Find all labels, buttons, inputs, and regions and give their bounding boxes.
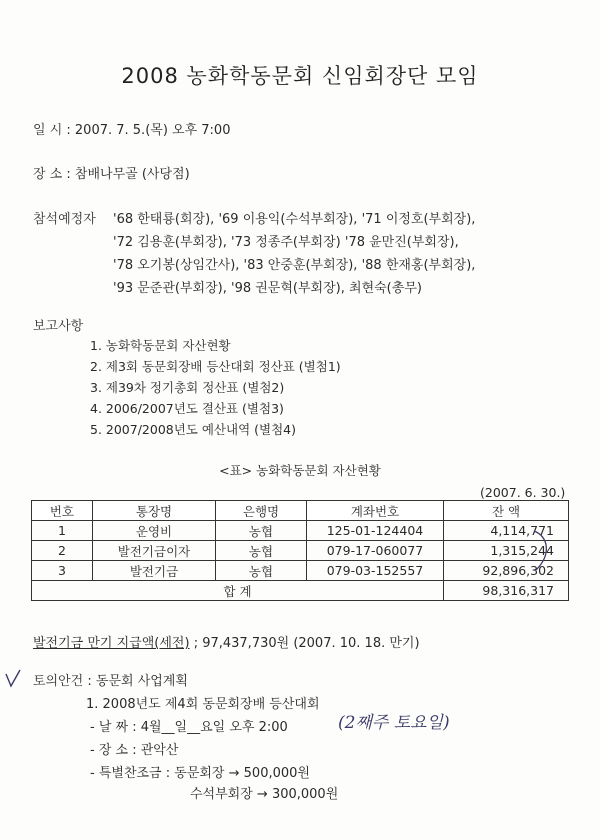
check-mark-icon	[4, 668, 22, 690]
agenda-label: 토의안건	[33, 674, 84, 689]
fund-maturity-label: 발전기금 만기 지급액(세전)	[33, 636, 190, 651]
agenda-row	[33, 670, 188, 689]
cell-name: 발전기금	[93, 561, 216, 581]
total-label: 합 계	[32, 581, 444, 601]
table-row	[32, 521, 569, 541]
table-caption: <표> 농화학동문회 자산현황	[219, 463, 381, 478]
cell-bank: 농협	[216, 561, 307, 581]
cell-no: 1	[32, 521, 93, 541]
table-row	[32, 541, 569, 561]
fund-maturity-row	[33, 632, 420, 651]
asset-table	[31, 500, 569, 601]
table-total-row	[32, 581, 569, 601]
agenda-date-line: - 날 짜 : 4월__일__요일 오후 2:00	[90, 720, 288, 735]
table-row	[32, 561, 569, 581]
report-item: 2. 제3회 동문회장배 등산대회 정산표 (별첨1)	[90, 359, 341, 374]
place-label: 장 소	[33, 167, 63, 182]
report-item: 1. 농화학동문회 자산현황	[90, 338, 231, 353]
cell-balance: 1,315,244	[444, 541, 569, 561]
header-account: 계좌번호	[307, 501, 444, 521]
datetime-row: 일 시 : 2007. 7. 5.(목) 오후 7:00	[33, 123, 231, 138]
datetime-value: 2007. 7. 5.(목) 오후 7:00	[74, 123, 231, 138]
report-item: 4. 2006/2007년도 결산표 (별첨3)	[90, 401, 284, 416]
fund-maturity-value: ; 97,437,730원 (2007. 10. 18. 만기)	[193, 636, 420, 651]
report-item: 3. 제39차 정기총회 정산표 (별첨2)	[90, 380, 285, 395]
cell-no: 3	[32, 561, 93, 581]
cell-no: 2	[32, 541, 93, 561]
cell-name: 운영비	[93, 521, 216, 541]
attendees-label: 참석예정자	[33, 212, 96, 227]
attendee-line: '68 한태룡(회장), '69 이용익(수석부회장), '71 이정호(부회장),	[113, 212, 476, 227]
table-date: (2007. 6. 30.)	[480, 485, 566, 500]
total-value: 98,316,317	[444, 581, 569, 601]
agenda-support-line: 수석부회장 → 300,000원	[190, 787, 339, 802]
report-label: 보고사항	[33, 319, 84, 334]
header-bank: 은행명	[216, 501, 307, 521]
cell-balance: 92,896,302	[444, 561, 569, 581]
handwritten-note: (2째주 토요일)	[338, 713, 450, 733]
table-header-row	[32, 501, 569, 521]
page-title: 2008 농화학동문회 신임회장단 모임	[121, 64, 479, 88]
attendee-line: '72 김용훈(부회장), '73 정종주(부회장) '78 윤만진(부회장),	[113, 235, 459, 250]
agenda-value: : 동문회 사업계획	[87, 674, 188, 689]
cell-bank: 농협	[216, 521, 307, 541]
handwritten-bracket-mark	[530, 528, 560, 574]
cell-balance: 4,114,771	[444, 521, 569, 541]
report-item: 5. 2007/2008년도 예산내역 (별첨4)	[90, 422, 296, 437]
cell-account: 079-17-060077	[307, 541, 444, 561]
agenda-place-line: - 장 소 : 관악산	[90, 743, 179, 758]
datetime-label: 일 시	[33, 123, 63, 138]
header-balance: 잔 액	[444, 501, 569, 521]
cell-name: 발전기금이자	[93, 541, 216, 561]
place-row: 장 소 : 참배나무골 (사당점)	[33, 167, 190, 182]
header-no: 번호	[32, 501, 93, 521]
header-name: 통장명	[93, 501, 216, 521]
cell-bank: 농협	[216, 541, 307, 561]
cell-account: 079-03-152557	[307, 561, 444, 581]
agenda-item: 1. 2008년도 제4회 동문회장배 등산대회	[86, 697, 320, 712]
cell-account: 125-01-124404	[307, 521, 444, 541]
agenda-support-line: - 특별찬조금 : 동문회장 → 500,000원	[90, 766, 310, 781]
place-value: 참배나무골 (사당점)	[74, 167, 190, 182]
attendee-line: '78 오기봉(상임간사), '83 안중훈(부회장), '88 한재홍(부회장),	[113, 258, 476, 273]
attendee-line: '93 문준관(부회장), '98 권문혁(부회장), 최현숙(총무)	[113, 281, 422, 296]
